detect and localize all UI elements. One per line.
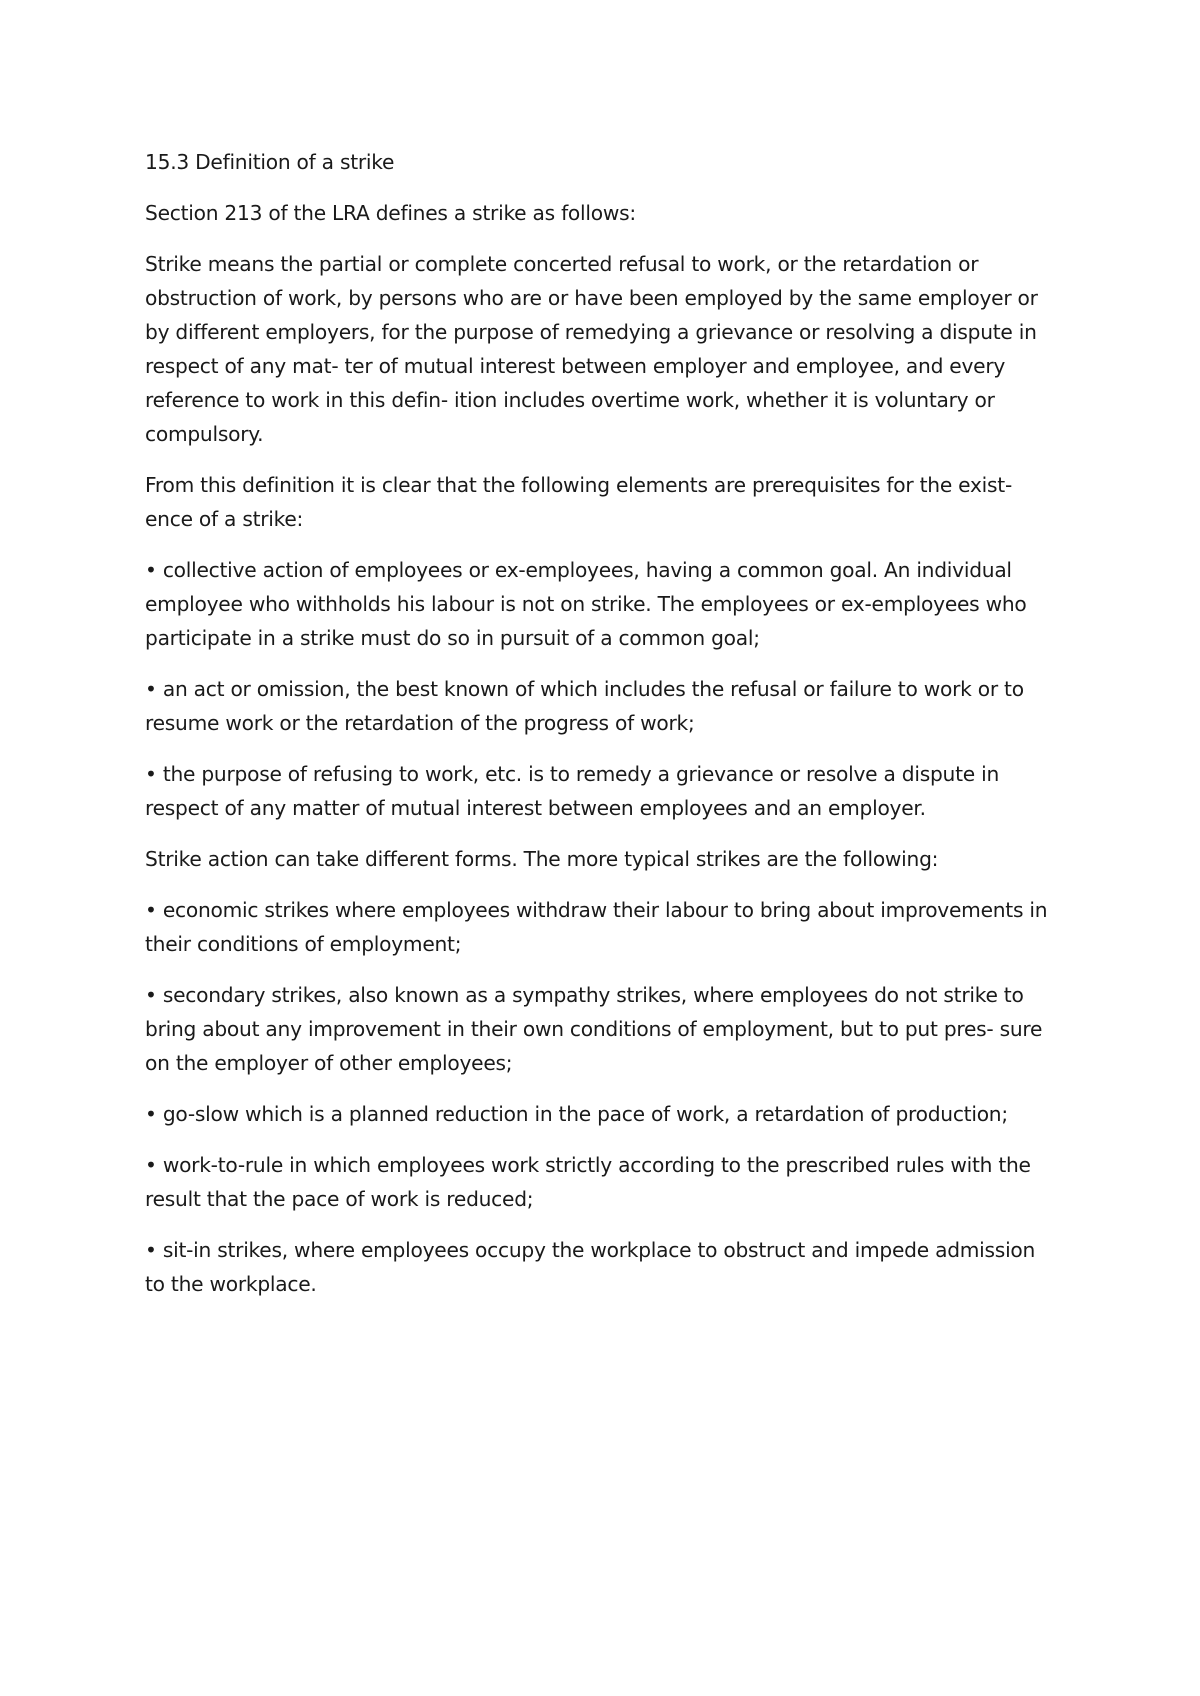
bullet-item-act-or-omission: • an act or omission, the best known of which includes the refusal or failure to work or to resume work or the retardation of the progress of work; [145, 677, 1024, 735]
section-heading: 15.3 Definition of a strike [145, 150, 395, 174]
definition-paragraph: Strike means the partial or complete concerted refusal to work, or the retardation or obstruction of work, by persons who are or have been employed by the same employer or by different employers, for the purpose of remedying a grievance or resolving a dispute in respect of any mat- ter of mutual interest between employer and employee, and every reference to work in this defin- ition includes overtime work, whether it is voluntary or compulsory. [145, 252, 1038, 446]
intro-paragraph: Section 213 of the LRA defines a strike as follows: [145, 201, 636, 225]
bullet-item-secondary-strikes: • secondary strikes, also known as a sympathy strikes, where employees do not strike to bring about any improvement in their own conditions of employment, but to put pres- sure on the employer of other employees; [145, 983, 1043, 1075]
bullet-item-economic-strikes: • economic strikes where employees withdraw their labour to bring about improvements in their conditions of employment; [145, 898, 1048, 956]
bullet-item-sit-in-strikes: • sit-in strikes, where employees occupy the workplace to obstruct and impede admission to the workplace. [145, 1238, 1036, 1296]
prerequisites-intro-paragraph: From this definition it is clear that the following elements are prerequisites for the exist- ence of a strike: [145, 473, 1012, 531]
bullet-item-work-to-rule: • work-to-rule in which employees work strictly according to the prescribed rules with the result that the pace of work is reduced; [145, 1153, 1031, 1211]
bullet-item-go-slow: • go-slow which is a planned reduction in the pace of work, a retardation of production; [145, 1102, 1008, 1126]
bullet-item-collective-action: • collective action of employees or ex-employees, having a common goal. An individual employee who withholds his labour is not on strike. The employees or ex-employees who participate in a strike must do so in pursuit of a common goal; [145, 558, 1027, 650]
forms-intro-paragraph: Strike action can take different forms. The more typical strikes are the following: [145, 847, 939, 871]
bullet-item-purpose: • the purpose of refusing to work, etc. is to remedy a grievance or resolve a dispute in respect of any matter of mutual interest between employees and an employer. [145, 762, 999, 820]
